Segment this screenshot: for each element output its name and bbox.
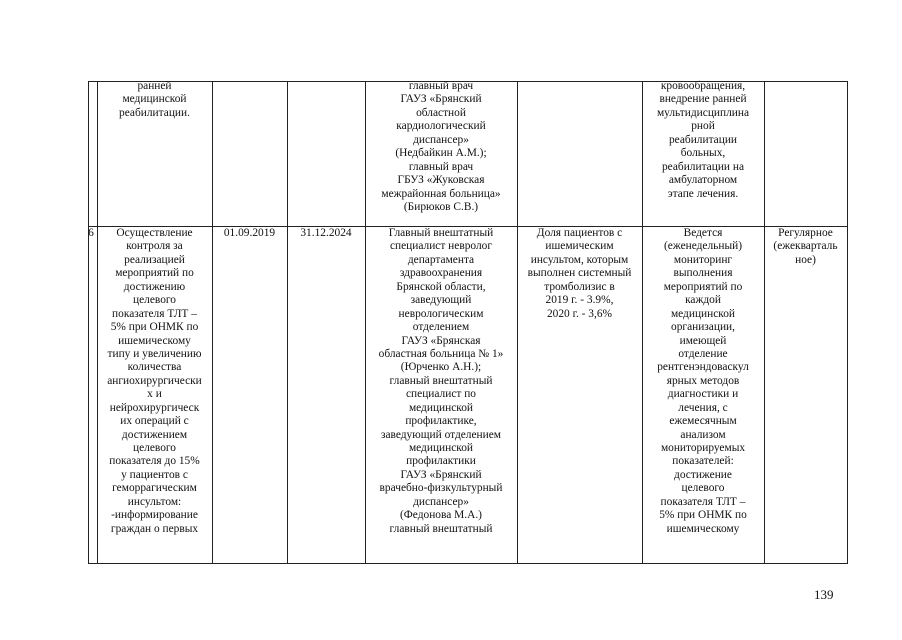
text-line: Осуществление bbox=[116, 227, 193, 239]
text-line: 2020 г. - 3,6% bbox=[546, 307, 613, 320]
text-line: Регулярное bbox=[778, 227, 833, 239]
text-line: ное) bbox=[795, 253, 816, 266]
text-line: целевого bbox=[133, 294, 176, 307]
row2-end-date-cell bbox=[287, 227, 365, 240]
text-line: ГАУЗ «Брянский bbox=[400, 468, 482, 481]
text-line: рной bbox=[691, 120, 715, 133]
text-line: здравоохранения bbox=[399, 267, 483, 280]
text-line: кровообращения, bbox=[660, 80, 746, 92]
text-line: диагностики и bbox=[667, 388, 739, 401]
text-line: количества bbox=[127, 361, 182, 374]
text-line: ишемическим bbox=[545, 240, 614, 253]
text-line: этапе лечения. bbox=[667, 187, 739, 200]
text-line: врачебно-физкультурный bbox=[379, 482, 503, 495]
text-line: 2019 г. - 3.9%, bbox=[545, 294, 614, 307]
text-line: ежемесячным bbox=[669, 415, 737, 428]
row2-event-cell bbox=[97, 227, 212, 536]
text-line: выполнен системный bbox=[527, 267, 632, 280]
row2-indicator-cell bbox=[517, 227, 642, 321]
row1-responsible-cell bbox=[365, 80, 517, 214]
text-line: ГБУЗ «Жуковская bbox=[397, 174, 485, 187]
text-line: граждан о первых bbox=[110, 522, 199, 535]
text-line: областная больница № 1» bbox=[378, 347, 504, 360]
text-line: рентгенэндоваскул bbox=[657, 361, 749, 374]
col-border-0 bbox=[88, 81, 89, 564]
text-line: больных, bbox=[680, 147, 726, 160]
text-line: амбулаторном bbox=[668, 174, 738, 187]
text-line: (Бирюков С.В.) bbox=[403, 200, 479, 213]
text-line: реабилитации. bbox=[119, 106, 190, 119]
text-line: реализацией bbox=[124, 253, 185, 266]
row2-frequency-cell bbox=[764, 227, 847, 267]
col-border-7 bbox=[764, 81, 765, 564]
text-line: отделением bbox=[412, 321, 470, 334]
text-line: лечения, с bbox=[678, 401, 728, 414]
text-line: ГАУЗ «Брянский bbox=[400, 93, 482, 106]
text-line: реабилитации на bbox=[661, 160, 745, 173]
text-line: у пациентов с bbox=[121, 468, 188, 481]
text-line: ярных методов bbox=[666, 374, 740, 387]
text-line: заведующий bbox=[410, 294, 472, 307]
row-number: 6 bbox=[88, 227, 94, 239]
text-line: кардиологический bbox=[396, 120, 486, 133]
text-line: имеющей bbox=[679, 334, 727, 347]
text-line: их операций с bbox=[120, 415, 189, 428]
text-line: Брянской области, bbox=[396, 280, 486, 293]
text-line: -информирование bbox=[111, 509, 198, 522]
text-line: анализом bbox=[680, 428, 726, 441]
text-line: (ежекварталь bbox=[773, 240, 838, 253]
start-date: 01.09.2019 bbox=[223, 227, 276, 239]
text-line: 5% при ОНМК по bbox=[110, 321, 199, 334]
text-line: Доля пациентов с bbox=[536, 227, 623, 239]
text-line: мероприятий по bbox=[663, 280, 743, 293]
text-line: межрайонная больница» bbox=[381, 187, 501, 200]
text-line: ангиохирургически bbox=[107, 374, 202, 387]
end-date: 31.12.2024 bbox=[300, 227, 352, 239]
row2-responsible-cell bbox=[365, 227, 517, 536]
text-line: медицинской bbox=[670, 307, 736, 320]
text-line: медицинской bbox=[408, 401, 474, 414]
row2-start-date-cell bbox=[212, 227, 287, 240]
text-line: мультидисциплина bbox=[656, 106, 750, 119]
text-line: заведующий отделением bbox=[380, 428, 501, 441]
col-border-5 bbox=[517, 81, 518, 564]
text-line: тромболизис в bbox=[544, 280, 615, 293]
text-line: достижением bbox=[121, 428, 188, 441]
col-border-2 bbox=[212, 81, 213, 564]
row2-result-cell bbox=[642, 227, 764, 536]
text-line: реабилитации bbox=[668, 133, 738, 146]
text-line: неврологическим bbox=[398, 307, 484, 320]
text-line: медицинской bbox=[408, 442, 474, 454]
text-line: организации, bbox=[671, 321, 735, 334]
text-line: нейрохирургическ bbox=[109, 401, 200, 414]
text-line: Главный внештатный bbox=[388, 227, 494, 239]
text-line: отделение bbox=[678, 347, 728, 360]
text-line: (Федонова М.А.) bbox=[400, 509, 482, 522]
text-line: ГАУЗ «Брянская bbox=[401, 334, 481, 347]
text-line: х и bbox=[147, 388, 162, 401]
text-line: ранней bbox=[137, 80, 172, 92]
text-line: достижению bbox=[123, 280, 186, 293]
text-line: мониторируемых bbox=[660, 442, 746, 454]
text-line: ишемическому bbox=[666, 522, 740, 535]
text-line: специалист по bbox=[405, 388, 476, 401]
text-line: специалист невролог bbox=[389, 240, 493, 253]
text-line: показателя ТЛТ – bbox=[112, 307, 197, 320]
text-line: целевого bbox=[133, 442, 176, 454]
text-line: контроля за bbox=[126, 240, 183, 253]
text-line: диспансер» bbox=[413, 133, 469, 146]
text-line: мероприятий по bbox=[115, 267, 194, 280]
row1-result-cell bbox=[642, 80, 764, 201]
text-line: профилактики bbox=[406, 455, 476, 468]
text-line: инсультом: bbox=[127, 495, 182, 508]
text-line: типу и увеличению bbox=[107, 347, 202, 360]
text-line: (Недбайкин А.М.); bbox=[395, 147, 487, 160]
text-line: инсультом, которым bbox=[530, 253, 629, 266]
page-number: 139 bbox=[814, 587, 834, 602]
col-border-3 bbox=[287, 81, 288, 564]
text-line: показателя ТЛТ – bbox=[660, 495, 746, 508]
table-bottom-border bbox=[88, 563, 848, 564]
text-line: главный врач bbox=[408, 160, 474, 173]
text-line: геморрагическим bbox=[112, 482, 197, 495]
text-line: каждой bbox=[685, 294, 721, 307]
text-line: профилактике, bbox=[405, 415, 477, 428]
text-line: медицинской bbox=[122, 93, 187, 106]
text-line: главный врач bbox=[408, 80, 474, 92]
text-line: ишемическому bbox=[118, 334, 191, 347]
text-line: областной bbox=[416, 106, 466, 119]
text-line: диспансер» bbox=[413, 495, 469, 508]
row1-event-cell bbox=[97, 80, 212, 120]
text-line: главный внештатный bbox=[389, 374, 493, 387]
text-line: целевого bbox=[681, 482, 725, 495]
text-line: показателя до 15% bbox=[109, 455, 200, 468]
text-line: показателей: bbox=[672, 455, 734, 468]
text-line: выполнения bbox=[673, 267, 733, 280]
text-line: 5% при ОНМК по bbox=[659, 509, 747, 522]
text-line: достижение bbox=[674, 468, 732, 481]
text-line: главный внештатный bbox=[389, 522, 493, 535]
text-line: департамента bbox=[407, 253, 475, 266]
text-line: внедрение ранней bbox=[659, 93, 747, 106]
text-line: (еженедельный) bbox=[664, 240, 742, 253]
col-border-8 bbox=[847, 81, 848, 564]
text-line: (Юрченко А.Н.); bbox=[400, 361, 482, 374]
text-line: мониторинг bbox=[673, 253, 733, 266]
text-line: Ведется bbox=[683, 227, 723, 239]
